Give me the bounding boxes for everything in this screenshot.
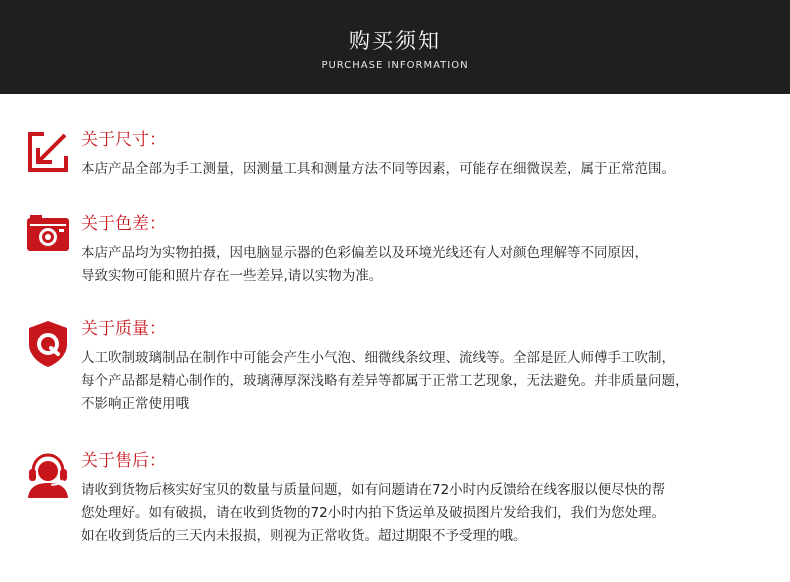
page-title: 购买须知 [349, 29, 441, 53]
body-line: 每个产品都是精心制作的，玻璃薄厚深浅略有差异等都属于正常工艺现象，无法避免。并非质量问题， [81, 373, 689, 389]
body-line: 导致实物可能和照片存在一些差异,请以实物为准。 [81, 268, 383, 284]
body-line: 人工吹制玻璃制品在制作中可能会产生小气泡、细微线条纹理、流线等。全部是匠人师傅手工吹制， [81, 350, 675, 366]
section-heading: 关于售后： [81, 451, 166, 471]
body-line: 请收到货物后核实好宝贝的数量与质量问题，如有问题请在72小时内反馈给在线客服以便尽快的帮 [81, 482, 666, 498]
page-subtitle: PURCHASE INFORMATION [321, 60, 469, 71]
quality-shield-icon [27, 320, 69, 372]
camera-icon [27, 215, 69, 255]
body-line: 本店产品全部为手工测量，因测量工具和测量方法不同等因素，可能存在细微误差，属于正常范围。 [81, 161, 675, 177]
body-line: 如在收到货后的三天内未报损，则视为正常收货。超过期限不予受理的哦。 [81, 528, 527, 544]
section-body [81, 242, 771, 288]
body-line: 不影响正常使用哦 [81, 396, 189, 412]
section-body [81, 347, 771, 416]
customer-service-icon [27, 452, 69, 502]
body-line: 本店产品均为实物拍摄，因电脑显示器的色彩偏差以及环境光线还有人对颜色理解等不同原因， [81, 245, 648, 261]
section-body [81, 158, 771, 181]
section-heading: 关于尺寸： [81, 130, 166, 150]
section-body [81, 479, 771, 548]
section-heading: 关于质量： [81, 319, 166, 339]
body-line: 您处理好。如有破损，请在收到货物的72小时内拍下货运单及破损图片发给我们，我们为您处理。 [81, 505, 666, 521]
resize-arrow-icon [27, 131, 69, 177]
header-banner [0, 0, 790, 94]
section-heading: 关于色差： [81, 214, 166, 234]
